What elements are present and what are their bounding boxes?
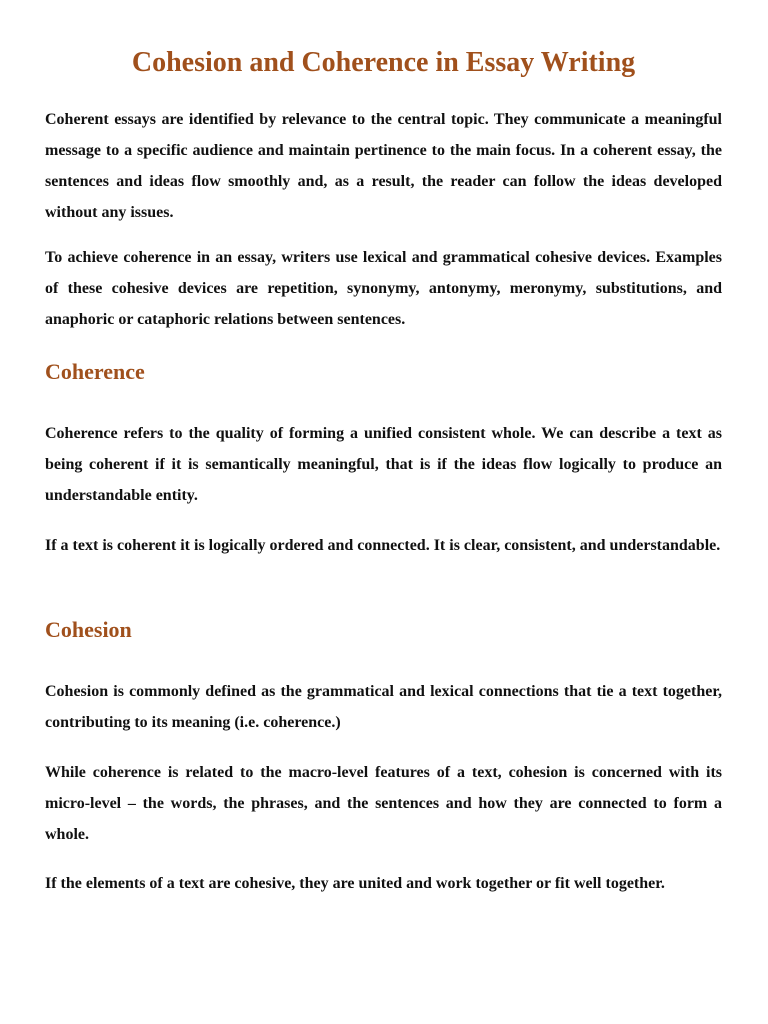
intro-paragraph-1: Coherent essays are identified by relevance to the central topic. They communicate a meaningful message to a specific audience and maintain pertinence to the main focus. In a coherent essay, the sentences and ideas flow smoothly and, as a result, the reader can follow the ideas developed without any issues. [45,111,722,221]
cohesion-paragraph-2: While coherence is related to the macro-level features of a text, cohesion is concerned with its micro-level – the words, the phrases, and the sentences and how they are connected to form a whole. [45,764,722,843]
document-title: Cohesion and Coherence in Essay Writing [131,47,636,78]
cohesion-paragraph-3: If the elements of a text are cohesive, they are united and work together or fit well together. [45,875,665,892]
section-heading-cohesion: Cohesion [45,617,132,642]
cohesion-paragraph-1: Cohesion is commonly defined as the grammatical and lexical connections that tie a text together, contributing to its meaning (i.e. coherence.) [45,683,722,731]
coherence-paragraph-1: Coherence refers to the quality of forming a unified consistent whole. We can describe a text as being coherent if it is semantically meaningful, that is if the ideas flow logically to produce an understandable entity. [45,425,722,504]
section-heading-coherence: Coherence [45,359,145,384]
coherence-paragraph-2: If a text is coherent it is logically ordered and connected. It is clear, consistent, and understandable. [45,537,721,554]
intro-paragraph-2: To achieve coherence in an essay, writers use lexical and grammatical cohesive devices. Examples of these cohesive devices are repetition, synonymy, antonymy, meronymy, substitutions, and anaphoric or cataphoric relations between sentences. [45,249,722,328]
